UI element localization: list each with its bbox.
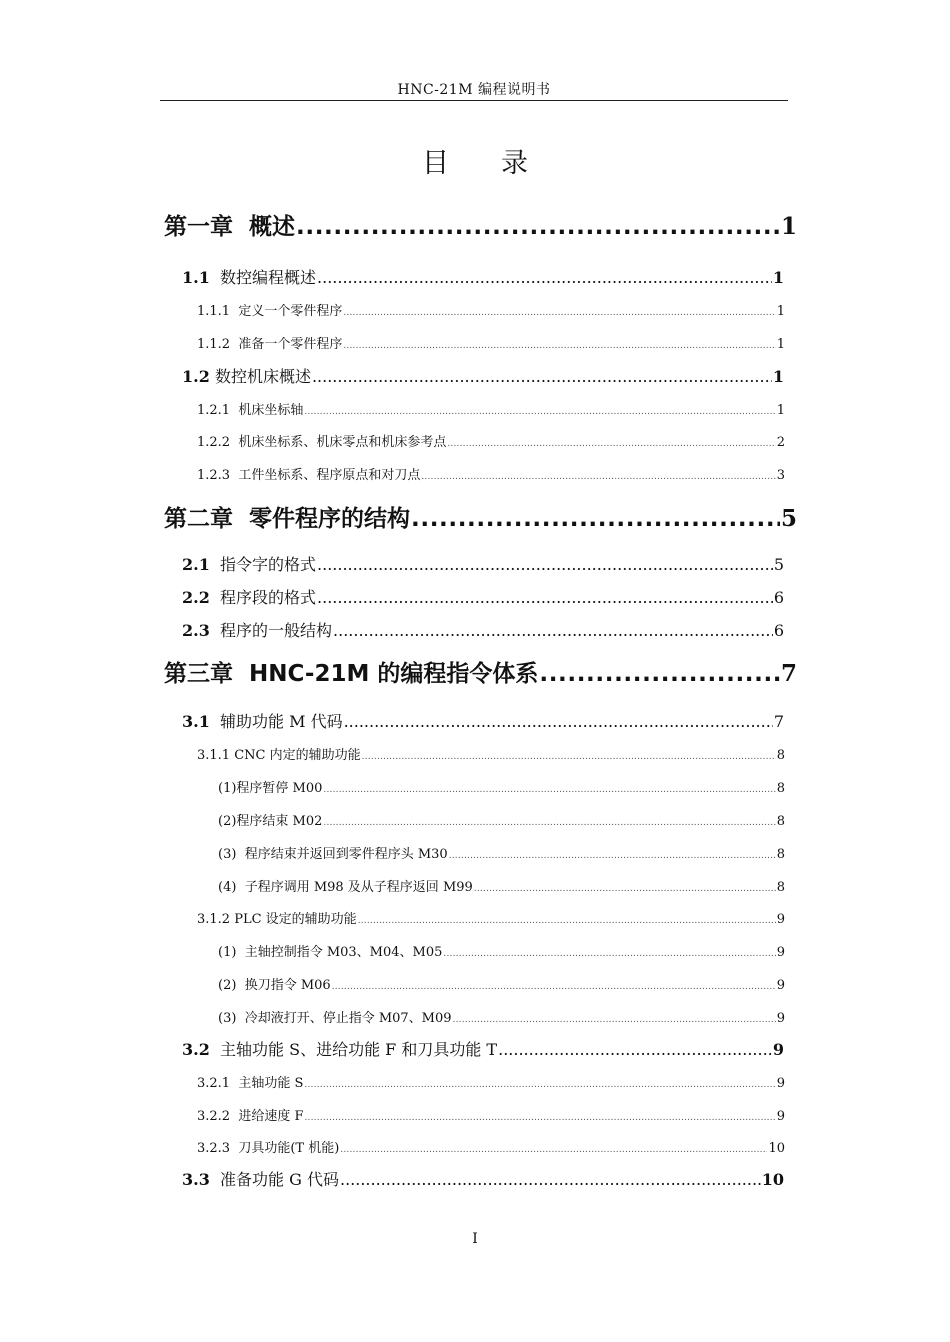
toc-text: HNC-21M 的编程指令体系 — [249, 661, 539, 687]
toc-item[interactable] — [218, 810, 785, 829]
toc-section[interactable] — [182, 1037, 784, 1060]
toc-page: 9 — [772, 1040, 784, 1059]
toc-text: 程序结束并返回到零件程序头 M30 — [244, 847, 448, 862]
toc-text: 工件坐标系、程序原点和对刀点 — [238, 468, 421, 483]
toc-item[interactable] — [218, 777, 785, 796]
toc-page: 8 — [776, 880, 785, 895]
toc-number: (3) — [218, 847, 237, 862]
toc-item[interactable] — [218, 843, 785, 862]
toc-page: 2 — [776, 435, 785, 450]
toc-page: 8 — [776, 748, 785, 763]
toc-leader — [498, 1040, 772, 1059]
toc-page: 6 — [773, 588, 784, 607]
toc-text: 概述 — [249, 214, 296, 240]
toc-page: 5 — [773, 555, 784, 574]
toc-item[interactable] — [218, 876, 785, 895]
toc-number: 2.1 — [182, 555, 210, 574]
toc-subsection[interactable] — [197, 1105, 785, 1124]
toc-chapter[interactable] — [164, 655, 797, 688]
toc-text: 辅助功能 M 代码 — [220, 712, 343, 731]
toc-number: 3.1 — [182, 712, 210, 731]
toc-subsection[interactable] — [197, 333, 785, 352]
toc-leader — [449, 851, 776, 861]
toc-page: 7 — [773, 712, 784, 731]
toc-text: 主轴功能 S — [238, 1076, 304, 1091]
toc-leader — [453, 1015, 776, 1025]
toc-leader — [305, 1113, 776, 1123]
toc-page: 10 — [761, 1170, 784, 1189]
toc-page: 1 — [772, 268, 784, 287]
toc-leader — [296, 214, 780, 240]
toc-section[interactable] — [182, 1167, 784, 1190]
toc-page: 8 — [776, 847, 785, 862]
toc-leader — [317, 268, 772, 287]
toc-subsection[interactable] — [197, 744, 785, 763]
toc-number: 3.1.2 — [197, 912, 231, 927]
toc-number: 2.3 — [182, 621, 210, 640]
toc-leader — [304, 407, 775, 417]
toc-subsection[interactable] — [197, 464, 785, 483]
toc-page: 9 — [776, 978, 785, 993]
toc-text: 程序的一般结构 — [220, 621, 333, 640]
toc-number: (3) — [218, 1011, 237, 1026]
toc-item[interactable] — [218, 1007, 785, 1026]
toc-leader — [317, 588, 773, 607]
toc-number: 2.2 — [182, 588, 210, 607]
toc-number: 3.2.3 — [197, 1141, 231, 1156]
toc-leader — [443, 949, 775, 959]
toc-text: 准备一个零件程序 — [238, 337, 343, 352]
toc-page: 1 — [776, 403, 785, 418]
toc-text: 指令字的格式 — [220, 555, 317, 574]
toc-text: CNC 内定的辅助功能 — [234, 748, 361, 763]
toc-leader — [539, 661, 780, 687]
toc-page: 10 — [768, 1141, 785, 1156]
toc-title: 目录 — [422, 148, 580, 179]
toc-number: (2) — [218, 814, 237, 829]
toc-number: 1.2.1 — [197, 403, 231, 418]
toc-page: 9 — [776, 1076, 785, 1091]
toc-leader — [340, 1170, 761, 1189]
toc-text: 程序段的格式 — [220, 588, 317, 607]
toc-number: 第二章 — [164, 506, 233, 532]
toc-page: 3 — [776, 468, 785, 483]
toc-text: 主轴功能 S、进给功能 F 和刀具功能 T — [220, 1040, 498, 1059]
toc-number: (2) — [218, 978, 237, 993]
toc-leader — [304, 1080, 775, 1090]
toc-text: 程序暂停 M00 — [236, 781, 323, 796]
toc-section[interactable] — [182, 618, 784, 641]
toc-section[interactable] — [182, 364, 784, 387]
toc-page: 1 — [776, 337, 785, 352]
toc-number: 1.1.2 — [197, 337, 231, 352]
toc-text: 冷却液打开、停止指令 M07、M09 — [244, 1011, 452, 1026]
toc-text: 进给速度 F — [238, 1109, 304, 1124]
toc-text: 数控机床概述 — [214, 367, 311, 386]
page-header-title: HNC-21M 编程说明书 — [397, 82, 551, 98]
toc-leader — [340, 1145, 767, 1155]
toc-number: 第一章 — [164, 214, 233, 240]
toc-leader — [358, 916, 776, 926]
toc-number: 1.2.3 — [197, 468, 231, 483]
toc-chapter[interactable] — [164, 500, 797, 533]
toc-page: 1 — [780, 213, 797, 240]
toc-leader — [421, 472, 775, 482]
toc-number: 3.2.1 — [197, 1076, 231, 1091]
toc-subsection[interactable] — [197, 1137, 785, 1156]
toc-item[interactable] — [218, 974, 785, 993]
toc-text: 刀具功能(T 机能) — [238, 1141, 340, 1156]
toc-subsection[interactable] — [197, 300, 785, 319]
toc-leader — [343, 341, 775, 351]
toc-text: 零件程序的结构 — [249, 506, 411, 532]
toc-leader — [343, 308, 775, 318]
toc-text: 数控编程概述 — [220, 268, 317, 287]
toc-number: (1) — [218, 945, 237, 960]
toc-text: 定义一个零件程序 — [238, 304, 343, 319]
toc-leader — [474, 884, 776, 894]
toc-number: 1.2 — [182, 367, 210, 386]
toc-section[interactable] — [182, 552, 784, 575]
toc-leader — [323, 785, 775, 795]
toc-page: 9 — [776, 912, 785, 927]
toc-leader — [333, 621, 773, 640]
toc-page: 6 — [773, 621, 784, 640]
toc-number: 3.2.2 — [197, 1109, 231, 1124]
toc-leader — [344, 712, 773, 731]
toc-leader — [332, 982, 776, 992]
toc-number: (1) — [218, 781, 237, 796]
toc-section[interactable] — [182, 709, 784, 732]
toc-page: 5 — [780, 505, 797, 532]
toc-leader — [447, 439, 775, 449]
toc-text: 子程序调用 M98 及从子程序返回 M99 — [244, 880, 473, 895]
toc-leader — [362, 752, 776, 762]
toc-page: 9 — [776, 1109, 785, 1124]
toc-page: 1 — [772, 367, 784, 386]
header-rule — [160, 100, 788, 101]
toc-subsection[interactable] — [197, 1072, 785, 1091]
toc-number: 第三章 — [164, 661, 233, 687]
toc-section[interactable] — [182, 265, 784, 288]
toc-leader — [312, 367, 772, 386]
toc-number: 1.1.1 — [197, 304, 231, 319]
toc-text: 机床坐标轴 — [238, 403, 304, 418]
toc-page: 9 — [776, 1011, 785, 1026]
toc-page: 1 — [776, 304, 785, 319]
toc-leader — [317, 555, 773, 574]
toc-page: 9 — [776, 945, 785, 960]
toc-text: 准备功能 G 代码 — [220, 1170, 339, 1189]
toc-leader — [323, 818, 775, 828]
toc-number: 3.3 — [182, 1170, 210, 1189]
toc-text: 换刀指令 M06 — [244, 978, 331, 993]
toc-text: 机床坐标系、机床零点和机床参考点 — [238, 435, 447, 450]
page-number: I — [472, 1231, 478, 1247]
toc-chapter[interactable] — [164, 208, 797, 241]
toc-text: 程序结束 M02 — [236, 814, 323, 829]
toc-text: PLC 设定的辅助功能 — [234, 912, 357, 927]
toc-section[interactable] — [182, 585, 784, 608]
toc-item[interactable] — [218, 941, 785, 960]
toc-leader — [411, 506, 780, 532]
toc-number: 3.1.1 — [197, 748, 231, 763]
toc-subsection[interactable] — [197, 431, 785, 450]
toc-number: 1.1 — [182, 268, 210, 287]
toc-page: 8 — [776, 814, 785, 829]
toc-number: 1.2.2 — [197, 435, 231, 450]
toc-subsection[interactable] — [197, 908, 785, 927]
toc-number: (4) — [218, 880, 237, 895]
toc-number: 3.2 — [182, 1040, 210, 1059]
toc-page: 7 — [780, 660, 797, 687]
toc-text: 主轴控制指令 M03、M04、M05 — [244, 945, 443, 960]
toc-page: 8 — [776, 781, 785, 796]
toc-subsection[interactable] — [197, 399, 785, 418]
